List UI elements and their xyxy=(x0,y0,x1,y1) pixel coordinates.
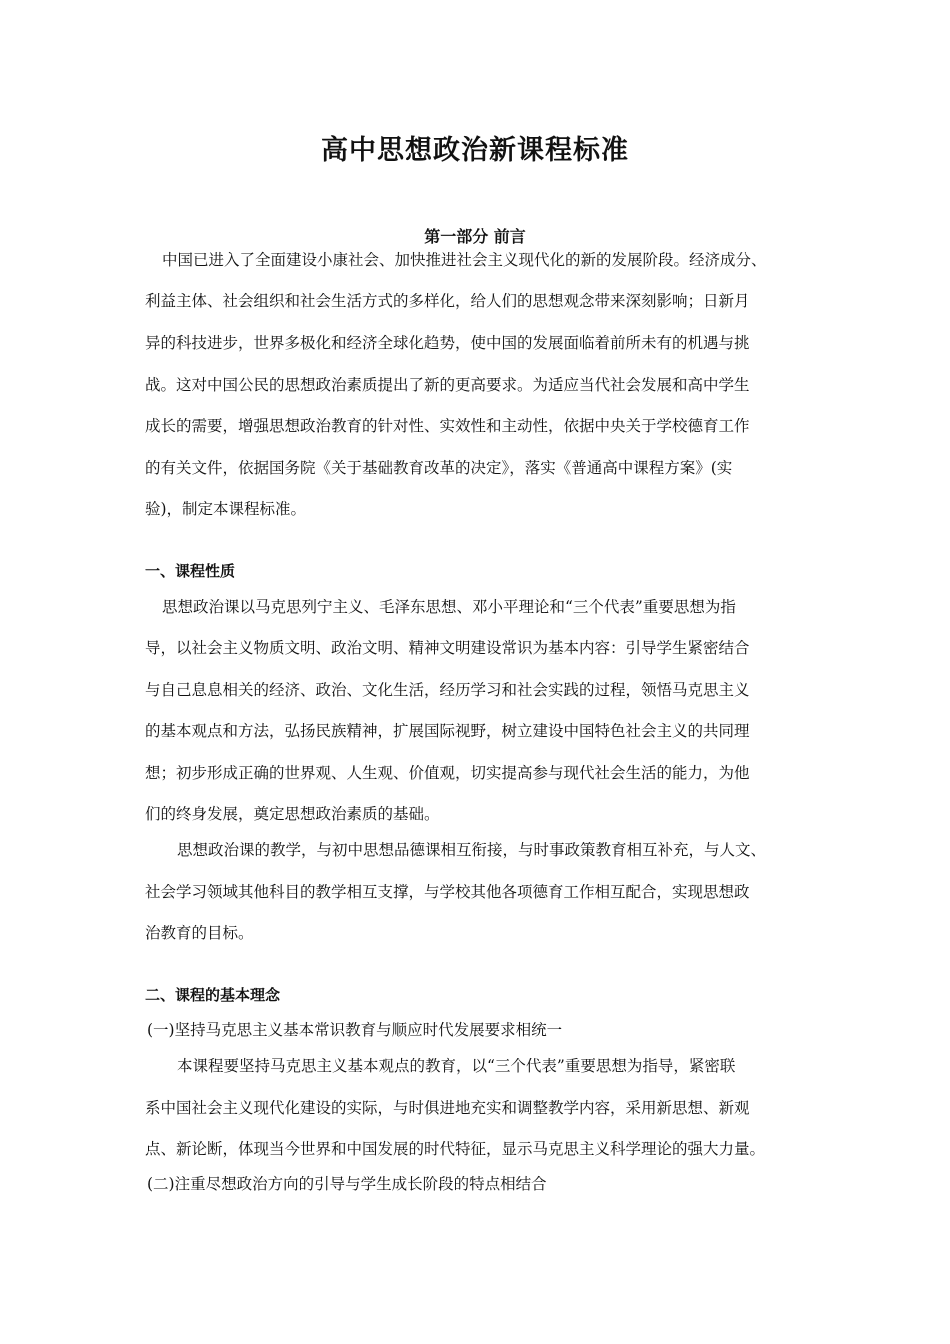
preface-line: 中国已进入了全面建设小康社会、加快推进社会主义现代化的新的发展阶段。经济成分、 xyxy=(162,251,767,269)
section1-line: 们的终身发展，奠定思想政治素质的基础。 xyxy=(145,805,440,823)
sub1-line: 点、新论断，体现当今世界和中国发展的时代特征，显示马克思主义科学理论的强大力量。 xyxy=(145,1140,766,1158)
preface-line: 战。这对中国公民的思想政治素质提出了新的更高要求。为适应当代社会发展和高中学生 xyxy=(145,376,750,394)
section-heading-nature: 一、课程性质 xyxy=(145,562,236,580)
part-heading: 第一部分 前言 xyxy=(424,227,526,246)
section1-line: 与自己息息相关的经济、政治、文化生活，经历学习和社会实践的过程，领悟马克思主义 xyxy=(145,681,750,699)
preface-line: 的有关文件，依据国务院《关于基础教育改革的决定》，落实《普通高中课程方案》(实 xyxy=(145,459,733,477)
subsection-heading: (二)注重尽想政治方向的引导与学生成长阶段的特点相结合 xyxy=(147,1175,547,1193)
section1-line: 导，以社会主义物质文明、政治文明、精神文明建设常识为基本内容：引导学生紧密结合 xyxy=(145,639,750,657)
subsection-heading: (一)坚持马克思主义基本常识教育与顺应时代发展要求相统一 xyxy=(147,1021,563,1039)
section1-line: 思想政治课以马克思列宁主义、毛泽东思想、邓小平理论和“三个代表”重要思想为指 xyxy=(162,598,736,616)
section1-line: 治教育的目标。 xyxy=(145,924,254,942)
section1-line: 思想政治课的教学，与初中思想品德课相互衔接，与时事政策教育相互补充，与人文、 xyxy=(177,841,767,859)
preface-line: 成长的需要，增强思想政治教育的针对性、实效性和主动性，依据中央关于学校德育工作 xyxy=(145,417,750,435)
sub1-line: 本课程要坚持马克思主义基本观点的教育，以“三个代表”重要思想为指导，紧密联 xyxy=(177,1057,736,1075)
section1-line: 社会学习领域其他科目的教学相互支撑，与学校其他各项德育工作相互配合，实现思想政 xyxy=(145,883,750,901)
section1-line: 的基本观点和方法，弘扬民族精神，扩展国际视野，树立建设中国特色社会主义的共同理 xyxy=(145,722,750,740)
document-title: 高中思想政治新课程标准 xyxy=(321,135,629,166)
preface-line: 验)，制定本课程标准。 xyxy=(145,500,307,518)
section1-line: 想；初步形成正确的世界观、人生观、价值观，切实提高参与现代社会生活的能力，为他 xyxy=(145,764,750,782)
sub1-line: 系中国社会主义现代化建设的实际，与时俱进地充实和调整教学内容，采用新思想、新观 xyxy=(145,1099,750,1117)
preface-line: 异的科技进步，世界多极化和经济全球化趋势，使中国的发展面临着前所未有的机遇与挑 xyxy=(145,334,750,352)
preface-line: 利益主体、社会组织和社会生活方式的多样化，给人们的思想观念带来深刻影响；日新月 xyxy=(145,292,750,310)
section-heading-ideas: 二、课程的基本理念 xyxy=(145,986,281,1004)
